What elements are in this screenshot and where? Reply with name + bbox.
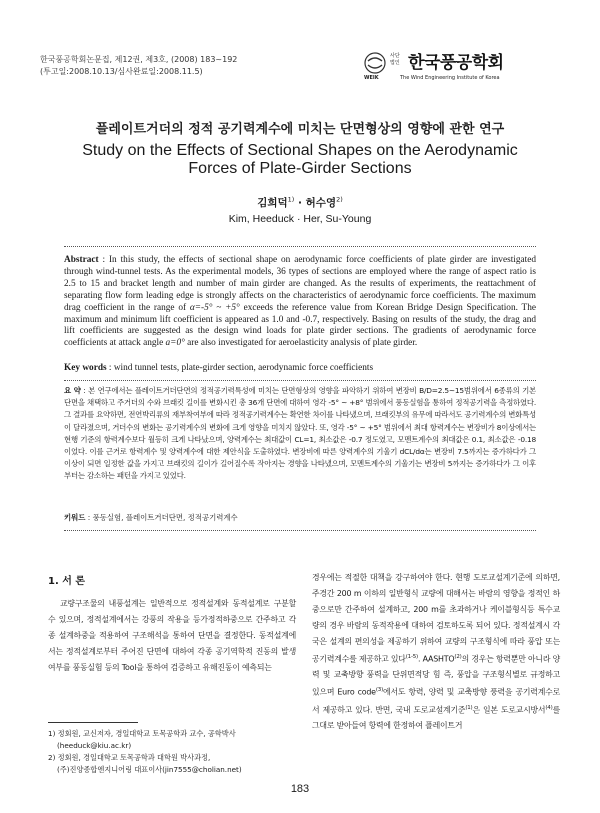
journal-header [40, 54, 237, 78]
page-number: 183 [290, 783, 310, 795]
keywords-label: Key words [64, 363, 107, 373]
korean-keywords-label: 키워드 [64, 513, 86, 522]
author1-mark: 1) [287, 195, 295, 204]
citation: (3) [375, 686, 384, 693]
wind-swirl-icon [364, 52, 386, 74]
alpha-range: α=-5° ~ +5° [189, 302, 240, 313]
divider [64, 530, 536, 531]
citation: (1) [465, 704, 473, 711]
author-separator: · [294, 197, 306, 209]
journal-citation: 한국풍공학회논문집, 제12권, 제3호, (2008) 183~192 [40, 55, 238, 64]
society-logo [364, 48, 564, 81]
korean-keywords: 키워드 : 풍동실험, 플레이트거더단면, 정적공기력계수 [64, 513, 238, 522]
korean-abstract: 요 약 : 본 연구에서는 플레이트거더단면의 정적공기력특성에 미치는 단면형상의 영향을 파악하기 위하여 변장비 B/D=2.5~15범위에서 6종류의 기본단면을 채택하고 주거더의 수와 브래킷 길이를 변화시킨 총 36개 단면에 대하여 영각 -5° ~ +8° 범위에서 풍동실험을 통하여 정적공기력을 측정하였다. 그 결과를 요약하면, 전연박리류의 재부착여부에 따라 정적공기력계수는 확연한 차이를 나타냈으며, 브래킷부의 유무에 따라서도 공기력계수의 변화특성이 달라졌으며, 거더수의 변화는 공기력계수의 변화에 크게 영향을 미치지 않았다. 또, 영각 -5° ~ +5° 범위에서 최대 항력계수는 변장비가 8이상에서는 현행 기준의 항력계수보다 월등히 크게 나타났으며, 양력계수는 최대값이 CL=1, 최소값은 -0.7 정도였고, 모멘트계수의 최대값은 0.1, 최소값은 -0.18이었다. 이를 근거로 항력계수 및 양력계수에 대한 제안식을 도출하였다. 변장비에 따른 양력계수의 기울기 dCL/dα는 변장비 7.5까지는 증가하다가 그 이상이 되면 일정한 값을 가지고 브래킷의 길이가 길어질수록 작아지는 경향을 나타냈으며, 모멘트계수의 기울기는 변장비 5까지는 증가하다가 그 이후부터는 감소하는 패턴을 가지고 있었다. [64, 386, 536, 481]
authors-korean [0, 195, 600, 210]
alpha-zero: a=0° [165, 338, 185, 349]
body-right-column: 경우에는 적절한 대책을 강구하여야 한다. 현행 도로교설계기준에 의하면, 주경간 200 m 이하의 일반형식 교량에 대해서는 바람의 영향을 정적인 하중으로만 간주하여 설계하고, 200 m를 초과하거나 케이블형식등 특수교량의 경우 바람의 동적작용에 대하여 검토하도록 되어 있다. 정적설계시 각국은 설계의 편의성을 제공하기 위하여 교량의 구조형식에 따라 풍압 또는 공기력계수를 제공하고 있다$^{(1-5)}$. AASHTO$^{(2)}$의 경우는 항력뿐만 아니라 양력 및 교축방향 풍력을 단위면적당 힘 즉, 풍압을 구조형식별로 규정하고 있으며 Euro code$^{(3)}$에서도 항력, 양력 및 교축방향 풍력을 공기력계수로서 제공하고 있다. 반면, 국내 도로교설계기준$^{(1)}$은 일본 도로교시방서$^{(4)}$를 그대로 받아들여 항력에 한정하여 플레이트거 [312, 573, 560, 731]
divider [64, 246, 536, 247]
footnote-2: 2) 정회원, 경일대학교 토목공학과 대학원 박사과정, (주)진양종합엔지니어링 대표이사(jin7555@cholian.net) [48, 753, 242, 774]
section-heading: 1. 서 론 [48, 576, 86, 587]
footnote-rule [48, 722, 138, 723]
citation: (1-5) [405, 653, 418, 660]
body-left-column: 교량구조물의 내풍설계는 일반적으로 정적설계와 동적설계로 구분할 수 있으며, 정적설계에서는 강풍의 작용을 등가정적하중으로 간주하고 각종 설계하중을 적용하여 구조해석을 통하여 단면을 결정한다. 동적설계에서는 정적설계로부터 주어진 단면에 대하여 각종 공기역학적 진동의 발생여부를 풍동실험 등의 Tool을 통하여 검증하고 유해진동이 예측되는 [48, 599, 296, 672]
author2-mark: 2) [336, 195, 343, 204]
footnote-1: 1) 정회원, 교신저자, 경일대학교 토목공학과 교수, 공학박사 (heeduck@kiu.ac.kr) [48, 729, 236, 750]
title-korean: 플레이트거더의 정적 공기력계수에 미치는 단면형상의 영향에 관한 연구 [95, 122, 505, 137]
author1-name: 김희덕 [257, 197, 288, 209]
author2-name: 허수영 [305, 197, 337, 209]
citation: (4) [545, 704, 553, 711]
logo-corporate-mark: 사단 법인 [390, 53, 400, 66]
logo-abbreviation: WEIK [364, 75, 379, 81]
logo-society-name: 한국풍공학회 [408, 53, 504, 73]
abstract: Abstract : In this study, the effects of sectional shape on aerodynamic force coefficients of plate girder are investigated through wind-tunnel tests. As the experimental models, 36 types of sections are employed where the range of aspect ratio is 2.5 to 15 and bracket length and number of main girder are changed. As the results of experiments, the reattachment of separating flow form leading edge is strongly affects on the characteristics of aerodynamic force coefficients. The maximum drag coefficient in the range of α=-5° ~ +5° exceeds the reference value from Korean Bridge Design Specification. The maximum and minimum lift coefficient is appeared as 1.0 and -0.7, respectively. Basing on results of the study, the drag and lift coefficients are suggested as the design wind loads for plate girder sections. The gradients of aerodynamic force coefficients at attack angle a=0° are also investigated for aeroelasticity analysis of plate girder. [64, 255, 536, 349]
keywords: Key words : wind tunnel tests, plate-girder section, aerodynamic force coefficients [64, 363, 374, 373]
submission-dates: (투고일:2008.10.13/심사완료일:2008.11.5) [40, 67, 203, 76]
korean-abstract-label: 요 약 [64, 386, 81, 395]
divider [64, 380, 536, 381]
citation: (2) [454, 653, 462, 660]
abstract-label: Abstract [64, 255, 99, 265]
title-english: Study on the Effects of Sectional Shapes on the Aerodynamic Forces of Plate-Girder Sections [82, 142, 518, 177]
logo-english-name: The Wind Engineering Institute of Korea [400, 75, 500, 81]
authors-english: Kim, Heeduck · Her, Su-Young [228, 213, 372, 225]
